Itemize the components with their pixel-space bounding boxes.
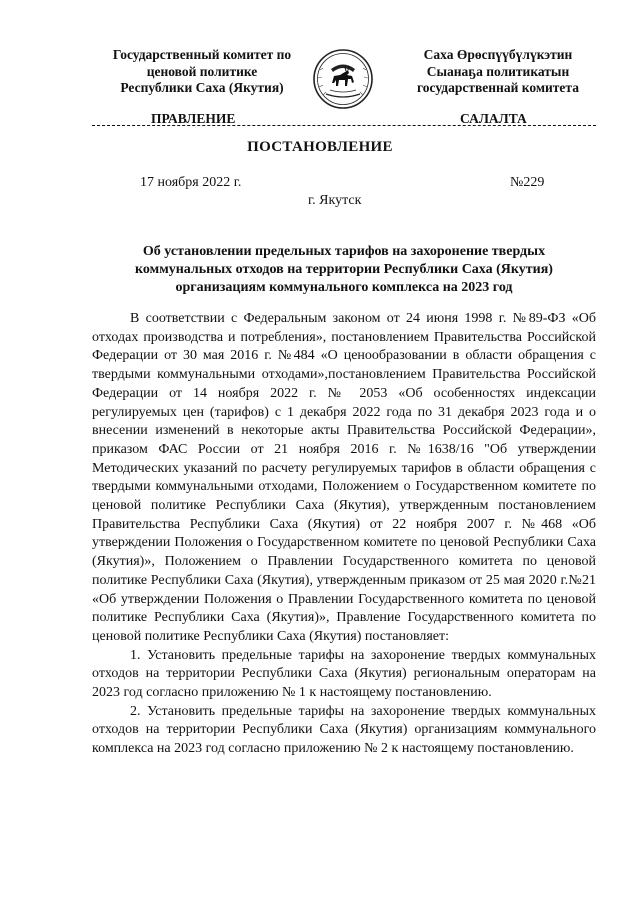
document-body [92,310,596,759]
subject-line: организациям коммунального комплекса на 2023 год [175,280,513,295]
document-date: 17 ноября 2022 г. [140,175,242,190]
agency-name-russian [92,47,312,97]
agency-name-line: государственнай комитета [417,80,579,95]
agency-name-sakha [398,47,598,97]
subject-line: Об установлении предельных тарифов на захоронение твердых [142,244,546,259]
document-number: №229 [510,175,545,190]
subject-line: коммунальных отходов на территории Республики Саха (Якутия) [135,262,553,277]
agency-name-line: Саха Өрөспүүбүлүкэтин [423,47,573,62]
coat-of-arms-icon [312,48,374,110]
document-city: г. Якутск [308,193,362,208]
preamble-paragraph: В соответствии с Федеральным законом от 24 июня 1998 г. №89-ФЗ «Об отходах производства и потребления», постановлением Правительства Российской Федерации от 30 мая 2016 г. №484 «О ценообразовании в области обращения с твердыми коммунальными отходами»,постановлением Правительства Российской Федерации от 14 ноября 2022 г. № 2053 «Об особенностях индексации регулируемых цен (тарифов) с 1 декабря 2022 года по 31 декабря 2023 года и о внесении изменений в некоторые акты Правительства Российской Федерации», приказом ФАС России от 21 ноября 2016 г. №1638/16 "Об утверждении Методических указаний по расчету регулируемых тарифов в области обращения с твердыми коммунальными отходами, Положением о Государственном комитете по ценовой политике Республики Саха (Якутия), утвержденным постановлением Правительства Республики Саха (Якутия) от 22 ноября 2007 г. №468 «Об утверждении Положения о Государственном комитете по ценовой Республики Саха (Якутия)», Положением о Правлении Государственного комитета по ценовой политике Республики Саха (Якутия), утвержденным приказом от 25 мая 2020 г.№21 «Об утверждении Положения о Правлении Государственного комитета по ценовой политике Республики Саха (Якутия)», Правление Государственного комитета по ценовой политике Республики Саха (Якутия) постановляет: [92,311,596,644]
agency-name-line: Сыанаҕа политикатын [426,63,570,79]
document-title: ПОСТАНОВЛЕНИЕ [247,139,393,155]
agency-name-line: ценовой политике [146,63,258,79]
resolution-item-2: 2. Установить предельные тарифы на захоронение твердых коммунальных отходов на территории Республики Саха (Якутия) организациям коммунального комплекса на 2023 год согласно приложению № 2 к настоящему постановлению. [92,703,596,757]
resolution-item-1: 1. Установить предельные тарифы на захоронение твердых коммунальных отходов на территории Республики Саха (Якутия) региональным операторам на 2023 год согласно приложению № 1 к настоящему постановлению. [92,647,596,701]
agency-name-line: Республики Саха (Якутия) [120,80,284,95]
document-subject [92,243,596,297]
board-label-sakha: САЛАЛТА [460,111,527,126]
separator-line [92,125,596,132]
agency-name-line: Государственный комитет по [112,47,292,62]
board-label-russian: ПРАВЛЕНИЕ [151,111,236,126]
